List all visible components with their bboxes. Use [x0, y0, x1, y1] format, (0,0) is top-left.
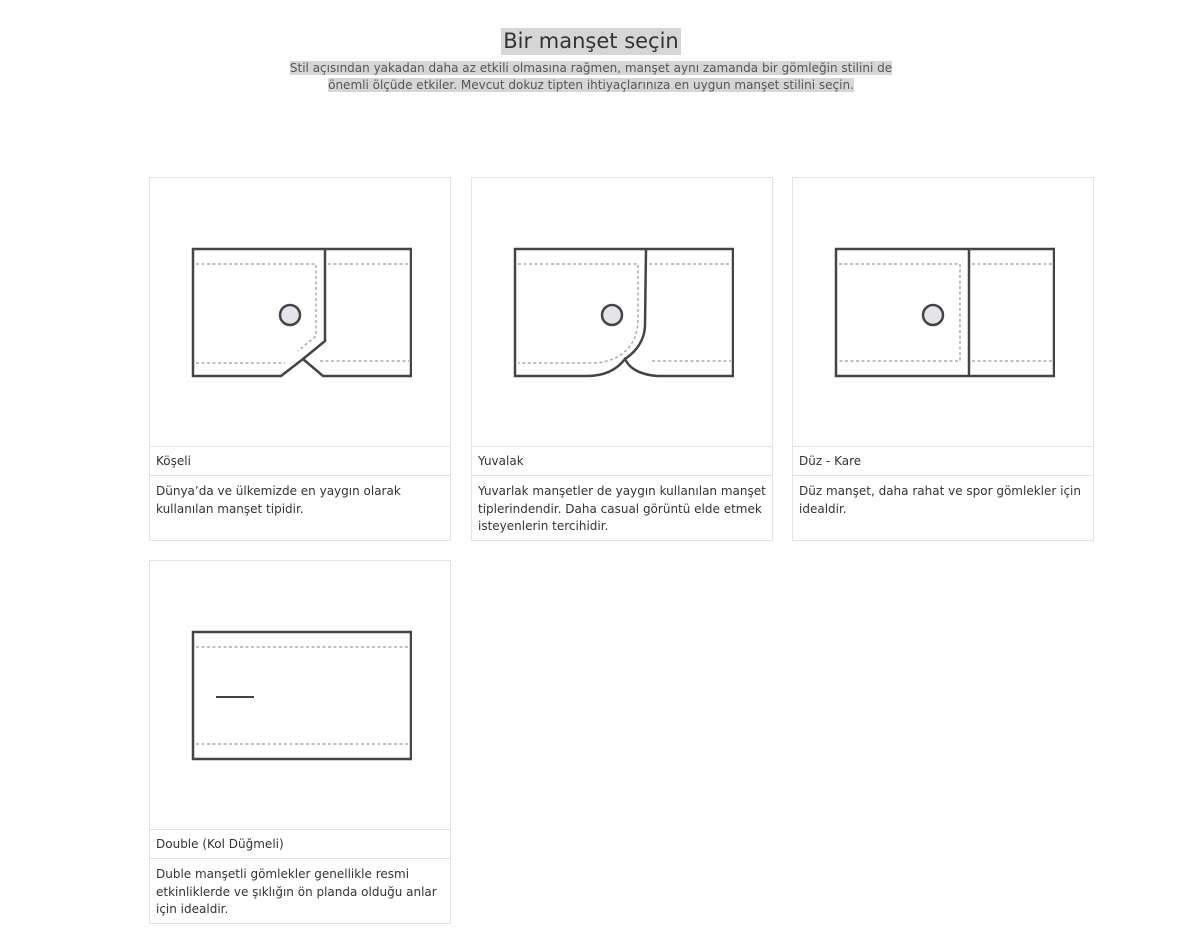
cuff-description: Dünya’da ve ülkemizde en yaygın olarak kullanılan manşet tipidir. — [156, 484, 401, 516]
rounded-cuff-icon — [512, 246, 734, 380]
page-title: Bir manşet seçin — [503, 29, 679, 53]
cuff-name: Köşeli — [150, 447, 450, 476]
page-subtitle — [281, 60, 901, 94]
cuff-image — [472, 178, 772, 447]
double-cuff-icon — [190, 629, 412, 763]
cuff-option-double[interactable] — [149, 560, 451, 924]
angled-cuff-icon — [190, 246, 412, 380]
page-header — [0, 28, 1182, 94]
subtitle-line-1: Stil açısından yakadan daha az etkili olmasına rağmen, manşet aynı zamanda bir gömleğin stilini de — [289, 61, 893, 75]
cuff-image — [150, 561, 450, 830]
square-cuff-icon — [833, 246, 1055, 380]
cuff-option-yuvalak[interactable] — [471, 177, 773, 541]
cuff-option-koseli[interactable] — [149, 177, 451, 541]
cuff-name: Yuvalak — [472, 447, 772, 476]
cuff-option-duz-kare[interactable] — [792, 177, 1094, 541]
cuff-description: Yuvarlak manşetler de yaygın kullanılan manşet tiplerindendir. Daha casual görüntü elde etmek isteyenlerin tercihidir. — [478, 484, 766, 533]
cuff-image — [793, 178, 1093, 447]
cuff-name: Double (Kol Düğmeli) — [150, 830, 450, 859]
cuff-description: Düz manşet, daha rahat ve spor gömlekler için idealdir. — [799, 484, 1081, 516]
cuff-description: Duble manşetli gömlekler genellikle resmi etkinliklerde ve şıklığın ön planda olduğu anlar için idealdir. — [156, 867, 437, 916]
subtitle-line-2: önemli ölçüde etkiler. Mevcut dokuz tipten ihtiyaçlarınıza en uygun manşet stilini seçin. — [328, 78, 854, 92]
cuff-name: Düz - Kare — [793, 447, 1093, 476]
cuff-image — [150, 178, 450, 447]
